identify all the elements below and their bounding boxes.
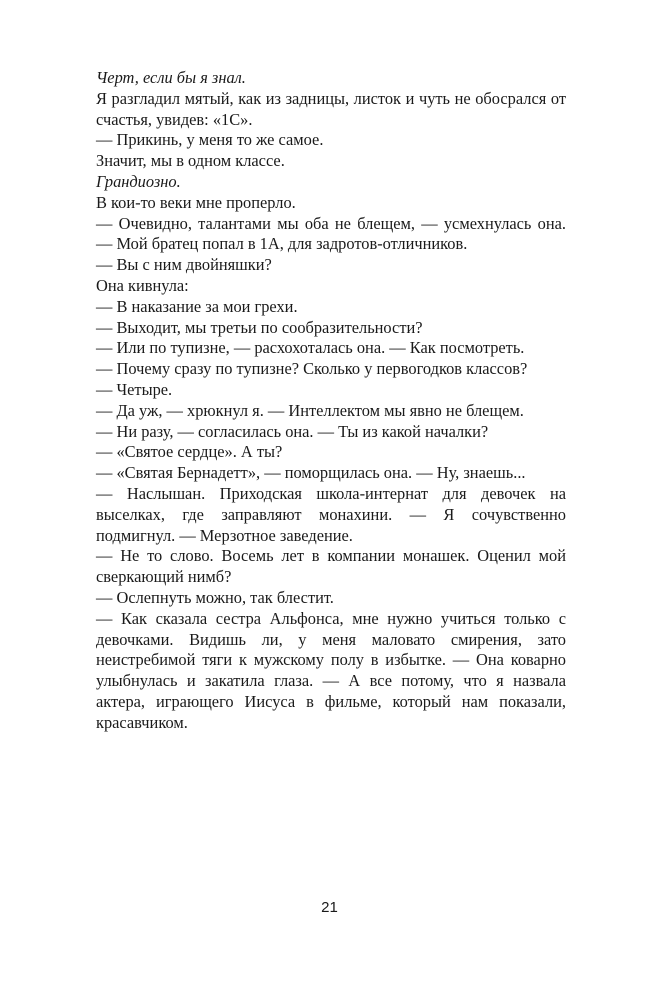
paragraph-6: В кои-то веки мне проперло. <box>96 192 296 212</box>
paragraph-7: — Очевидно, талантами мы оба не блещем, — усмехнулась она. — Мой братец попал в 1А, для задротов-отличников. <box>96 213 566 254</box>
paragraph-21: — Ослепнуть можно, так блестит. <box>96 587 334 607</box>
paragraph-5: Грандиозно. <box>96 171 181 191</box>
paragraph-12: — Или по тупизне, — расхохоталась она. — Как посмотреть. <box>96 338 525 358</box>
paragraph-3: — Прикинь, у меня то же самое. <box>96 130 324 150</box>
paragraph-14: — Четыре. <box>96 379 173 399</box>
paragraph-17: — «Святое сердце». А ты? <box>96 442 283 462</box>
paragraph-11: — Выходит, мы третьи по сообразительности? <box>96 317 423 337</box>
paragraph-16: — Ни разу, — согласилась она. — Ты из какой началки? <box>96 421 489 441</box>
paragraph-8: — Вы с ним двойняшки? <box>96 255 272 275</box>
text-block <box>96 68 566 734</box>
paragraph-15: — Да уж, — хрюкнул я. — Интеллектом мы явно не блещем. <box>96 400 524 420</box>
paragraph-20: — Не то слово. Восемь лет в компании монашек. Оценил мой сверкающий нимб? <box>96 546 566 587</box>
paragraph-19: — Наслышан. Приходская школа-интернат для девочек на выселках, где заправляют монахини. — Я сочувственно подмигнул. — Мерзотное заведение. <box>96 483 566 545</box>
paragraph-4: Значит, мы в одном классе. <box>96 151 285 171</box>
paragraph-2: Я разгладил мятый, как из задницы, листок и чуть не обосрался от счастья, увидев: «1С». <box>96 88 566 129</box>
paragraph-10: — В наказание за мои грехи. <box>96 296 298 316</box>
paragraph-13: — Почему сразу по тупизне? Сколько у первогодков классов? <box>96 359 528 379</box>
paragraph-9: Она кивнула: <box>96 275 189 295</box>
page-number: 21 <box>321 899 338 916</box>
paragraph-18: — «Святая Бернадетт», — поморщилась она. — Ну, знаешь... <box>96 463 526 483</box>
paragraph-1: Черт, если бы я знал. <box>96 68 246 87</box>
paragraph-22: — Как сказала сестра Альфонса, мне нужно учиться только с девочками. Видишь ли, у меня маловато смирения, зато неистребимой тяги к мужскому полу в избытке. — Она коварно улыбнулась и закатила глаза. — А все потому, что я назвала актера, играющего Иисуса в фильме, который нам показали, красавчиком. <box>96 608 566 732</box>
